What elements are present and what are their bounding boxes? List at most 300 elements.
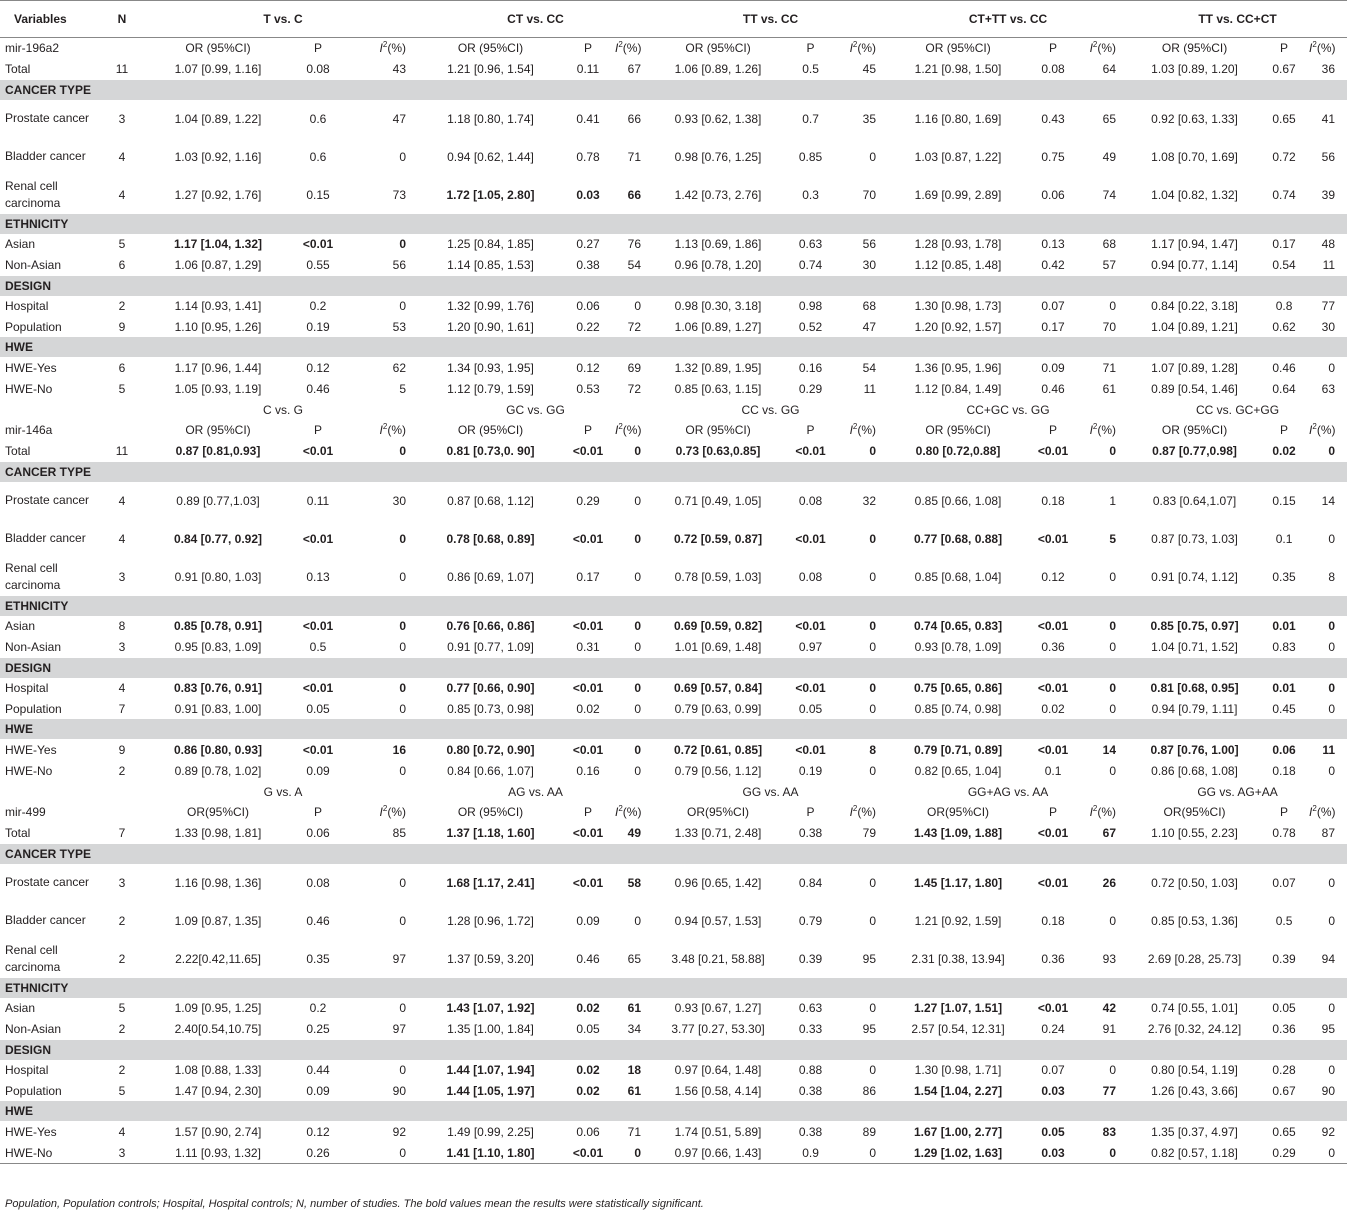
- odds-ratio-cell: 0.85 [0.75, 0.97]: [1150, 619, 1239, 634]
- i2-unit: (%): [1097, 805, 1117, 820]
- table-row: [0, 1142, 1347, 1163]
- odds-ratio-cell: 0.77 [0.66, 0.90]: [446, 681, 535, 696]
- p-value-cell: 0.06: [576, 299, 600, 313]
- subgroup-header-row: [0, 596, 1347, 616]
- odds-ratio-cell: 1.04 [0.89, 1.22]: [174, 111, 262, 126]
- or-column-header: OR (95%CI): [185, 423, 251, 438]
- i2-cell: 74: [1102, 187, 1117, 202]
- table-row: [0, 760, 1347, 781]
- odds-ratio-cell: 1.11 [0.93, 1.32]: [148, 1142, 288, 1163]
- odds-ratio-cell: 1.04 [0.71, 1.52]: [1151, 640, 1238, 655]
- p-value-cell: 0.78: [576, 149, 600, 164]
- p-value-cell: 0.54: [1272, 258, 1296, 273]
- odds-ratio-cell: 0.93 [0.67, 1.27]: [674, 1001, 762, 1016]
- p-value-cell: 0.08: [306, 62, 330, 77]
- i2-symbol: I: [1309, 805, 1313, 820]
- odds-ratio-cell: 1.21 [0.92, 1.59]: [914, 913, 1002, 928]
- odds-ratio-cell: 1.27 [0.92, 1.76]: [174, 187, 262, 202]
- i2-cell: 72: [627, 381, 642, 396]
- p-column-header: P: [1049, 41, 1058, 56]
- p-value-cell: 0.36: [1041, 640, 1065, 655]
- p-value-cell: 0.2: [309, 1001, 327, 1016]
- table-row: [0, 138, 1347, 176]
- i2-cell: 11: [1322, 742, 1336, 757]
- p-value-cell: 0.63: [798, 237, 823, 252]
- i2-column-header: [1307, 802, 1347, 823]
- p-column-header: P: [583, 423, 592, 438]
- i2-column-header: [838, 38, 888, 59]
- p-value-cell: 0.38: [798, 826, 823, 841]
- p-value-cell: 0.35: [306, 951, 330, 966]
- row-label: HWE-No: [0, 1142, 96, 1163]
- odds-ratio-cell: 0.97 [0.66, 1.43]: [653, 1142, 783, 1163]
- i2-cell: 71: [1102, 360, 1117, 375]
- i2-superscript: 2: [382, 422, 388, 432]
- empty-cell: [96, 38, 148, 59]
- odds-ratio-cell: 0.79 [0.56, 1.12]: [674, 763, 762, 778]
- or-column-header: OR (95%CI): [925, 423, 991, 438]
- p-value-cell: 0.42: [1041, 258, 1065, 273]
- odds-ratio-cell: 0.81 [0.73,0. 90]: [446, 444, 535, 459]
- p-value-cell: 0.1: [1044, 763, 1062, 778]
- odds-ratio-cell: 0.87 [0.76, 1.00]: [1150, 742, 1239, 757]
- p-value-cell: 0.7: [802, 111, 819, 126]
- i2-cell: 0: [869, 913, 877, 928]
- odds-ratio-cell: 0.93 [0.78, 1.09]: [914, 640, 1002, 655]
- p-value-cell: 0.33: [798, 1022, 823, 1037]
- odds-ratio-cell: 0.82 [0.65, 1.04]: [914, 763, 1002, 778]
- study-count: 4: [118, 493, 126, 508]
- i2-cell: 8: [1328, 569, 1336, 584]
- i2-cell: 0: [1109, 1063, 1117, 1078]
- p-value-cell: <0.01: [1037, 619, 1069, 634]
- p-value-cell: 0.29: [1261, 1142, 1307, 1163]
- odds-ratio-cell: 0.76 [0.66, 0.86]: [446, 619, 535, 634]
- p-column-header: P: [313, 41, 322, 56]
- p-value-cell: 0.16: [576, 763, 600, 778]
- p-value-cell: 0.5: [1275, 913, 1293, 928]
- p-value-cell: 0.17: [1272, 237, 1296, 252]
- i2-column-header: [1307, 420, 1347, 441]
- odds-ratio-cell: 2.40[0.54,10.75]: [174, 1022, 262, 1037]
- p-value-cell: 0.35: [1272, 569, 1296, 584]
- p-value-cell: 0.6: [309, 149, 327, 164]
- i2-cell: 69: [627, 360, 642, 375]
- odds-ratio-cell: 0.72 [0.59, 0.87]: [674, 531, 763, 546]
- p-value-cell: 0.12: [306, 360, 330, 375]
- odds-ratio-cell: 1.07 [0.89, 1.28]: [1151, 360, 1238, 375]
- row-label: Bladder cancer: [5, 149, 86, 164]
- odds-ratio-cell: 1.72 [1.05, 2.80]: [446, 187, 535, 202]
- i2-cell: 1: [1109, 493, 1117, 508]
- odds-ratio-cell: 1.33 [0.98, 1.81]: [174, 826, 262, 841]
- i2-cell: 0: [399, 640, 406, 655]
- i2-cell: 0: [1109, 701, 1117, 716]
- i2-cell: 0: [1328, 913, 1336, 928]
- row-label: Total: [5, 826, 31, 841]
- p-value-cell: <0.01: [302, 444, 334, 459]
- p-value-cell: 0.52: [798, 319, 823, 334]
- odds-ratio-cell: 1.43 [1.07, 1.92]: [446, 1001, 535, 1016]
- odds-ratio-cell: 0.86 [0.69, 1.07]: [447, 569, 534, 584]
- row-label: HWE-Yes: [5, 360, 57, 375]
- odds-ratio-cell: 0.93 [0.62, 1.38]: [674, 111, 762, 126]
- subgroup-label: DESIGN: [0, 276, 1347, 296]
- odds-ratio-cell: 0.87 [0.77,0.98]: [1152, 444, 1237, 459]
- odds-ratio-cell: 1.20 [0.90, 1.61]: [447, 319, 534, 334]
- odds-ratio-cell: 1.69 [0.99, 2.89]: [914, 187, 1002, 202]
- table-row: [0, 864, 1347, 902]
- odds-ratio-cell: 0.87 [0.73, 1.03]: [1151, 531, 1238, 546]
- or-column-header: OR (95%CI): [685, 423, 751, 438]
- odds-ratio-cell: 1.08 [0.88, 1.33]: [174, 1063, 262, 1078]
- p-value-cell: 0.28: [1272, 1063, 1296, 1078]
- i2-cell: 77: [1321, 299, 1336, 313]
- p-value-cell: 0.72: [1272, 149, 1296, 164]
- p-value-cell: 0.53: [576, 381, 600, 396]
- odds-ratio-cell: 0.96 [0.65, 1.42]: [674, 875, 762, 890]
- study-count: 5: [118, 1083, 126, 1098]
- odds-ratio-cell: 1.47 [0.94, 2.30]: [174, 1083, 262, 1098]
- p-value-cell: <0.01: [302, 619, 334, 634]
- odds-ratio-cell: 0.71 [0.49, 1.05]: [674, 493, 762, 508]
- odds-ratio-cell: 1.16 [0.98, 1.36]: [174, 875, 262, 890]
- subgroup-header-row: [0, 719, 1347, 739]
- p-value-cell: 0.83: [1272, 640, 1296, 655]
- odds-ratio-cell: 0.72 [0.50, 1.03]: [1151, 875, 1238, 890]
- odds-ratio-cell: 0.81 [0.68, 0.95]: [1150, 681, 1239, 696]
- study-count: 11: [115, 62, 129, 77]
- i2-unit: (%): [1316, 41, 1336, 56]
- comparison-subheader: CC+GC vs. GG: [966, 402, 1050, 417]
- i2-cell: 0: [399, 681, 406, 696]
- i2-cell: 0: [869, 619, 877, 634]
- i2-unit: (%): [857, 805, 877, 820]
- p-value-cell: 0.12: [576, 360, 600, 375]
- row-label: Population: [5, 319, 62, 334]
- odds-ratio-cell: 0.89 [0.77,1.03]: [176, 493, 260, 508]
- row-label: Population: [5, 701, 62, 716]
- row-label: HWE-Yes: [5, 742, 57, 757]
- odds-ratio-cell: 1.30 [0.98, 1.73]: [914, 299, 1002, 313]
- odds-ratio-cell: 0.85 [0.53, 1.36]: [1151, 913, 1238, 928]
- p-value-cell: 0.27: [576, 237, 600, 252]
- p-value-cell: 0.08: [798, 493, 823, 508]
- i2-cell: 95: [862, 1022, 877, 1037]
- i2-cell: 57: [1102, 258, 1117, 273]
- i2-cell: 0: [399, 875, 406, 890]
- i2-cell: 97: [392, 951, 406, 966]
- i2-cell: 11: [1322, 258, 1336, 273]
- i2-cell: 0: [1109, 913, 1117, 928]
- p-value-cell: <0.01: [1037, 681, 1069, 696]
- i2-cell: 0: [399, 444, 406, 459]
- odds-ratio-cell: 0.69 [0.57, 0.84]: [674, 681, 763, 696]
- i2-cell: 0: [869, 444, 877, 459]
- p-value-cell: 0.3: [802, 187, 819, 202]
- odds-ratio-cell: 1.14 [0.85, 1.53]: [447, 258, 534, 273]
- i2-cell: 0: [869, 875, 877, 890]
- p-value-cell: 0.07: [1272, 875, 1296, 890]
- i2-cell: 14: [1102, 742, 1117, 757]
- odds-ratio-cell: 0.91 [0.74, 1.12]: [1151, 569, 1238, 584]
- p-value-cell: 0.12: [306, 1124, 330, 1139]
- i2-cell: 79: [862, 826, 877, 841]
- row-label: HWE-Yes: [5, 1124, 57, 1139]
- p-value-cell: <0.01: [795, 742, 826, 757]
- i2-unit: (%): [1097, 423, 1117, 438]
- odds-ratio-cell: 1.12 [0.84, 1.49]: [914, 381, 1002, 396]
- i2-column-header: [613, 420, 653, 441]
- i2-cell: 90: [392, 1083, 406, 1098]
- p-value-cell: 0.8: [1275, 299, 1293, 313]
- p-value-cell: 0.03: [576, 187, 600, 202]
- study-count: 9: [118, 742, 126, 757]
- comparison-header: T vs. C: [148, 1, 418, 38]
- odds-ratio-cell: 0.92 [0.63, 1.33]: [1151, 111, 1238, 126]
- i2-cell: 0: [634, 763, 642, 778]
- i2-cell: 71: [627, 1124, 642, 1139]
- i2-unit: (%): [1316, 423, 1336, 438]
- p-value-cell: <0.01: [572, 444, 604, 459]
- odds-ratio-cell: 1.37 [1.18, 1.60]: [446, 826, 535, 841]
- table-row: [0, 520, 1347, 558]
- row-label: Hospital: [5, 1063, 49, 1078]
- i2-symbol: I: [1309, 423, 1313, 438]
- odds-ratio-cell: 1.10 [0.95, 1.26]: [174, 319, 262, 334]
- table-row: [0, 59, 1347, 80]
- row-label: HWE-No: [5, 763, 53, 778]
- i2-cell: 0: [869, 1063, 877, 1078]
- i2-cell: 5: [399, 381, 406, 396]
- odds-ratio-cell: 0.75 [0.65, 0.86]: [914, 681, 1003, 696]
- p-value-cell: 0.46: [576, 951, 600, 966]
- study-count: 5: [118, 1001, 126, 1016]
- odds-ratio-cell: 0.79 [0.71, 0.89]: [914, 742, 1003, 757]
- p-column-header: P: [806, 41, 815, 56]
- p-value-cell: 0.17: [1041, 319, 1065, 334]
- i2-column-header: [348, 38, 418, 59]
- p-value-cell: 0.05: [1272, 1001, 1296, 1016]
- odds-ratio-cell: 0.84 [0.66, 1.07]: [447, 763, 534, 778]
- i2-cell: 0: [1328, 619, 1336, 634]
- table-row: [0, 739, 1347, 760]
- i2-cell: 47: [862, 319, 877, 334]
- i2-cell: 0: [399, 1001, 406, 1016]
- i2-unit: (%): [622, 423, 642, 438]
- p-value-cell: 0.02: [576, 1083, 600, 1098]
- table-row: [0, 940, 1347, 978]
- i2-symbol: I: [615, 805, 619, 820]
- i2-cell: 0: [1328, 1001, 1336, 1016]
- p-value-cell: 0.18: [1041, 493, 1065, 508]
- i2-cell: 0: [634, 913, 642, 928]
- p-value-cell: 0.88: [798, 1063, 823, 1078]
- i2-cell: 0: [1109, 763, 1117, 778]
- i2-cell: 0: [634, 569, 642, 584]
- odds-ratio-cell: 1.45 [1.17, 1.80]: [914, 875, 1003, 890]
- i2-superscript: 2: [1312, 422, 1317, 432]
- p-value-cell: 0.79: [798, 913, 823, 928]
- i2-column-header: [348, 420, 418, 441]
- i2-cell: 0: [634, 531, 642, 546]
- odds-ratio-cell: 0.80 [0.72,0.88]: [915, 444, 1001, 459]
- i2-cell: 36: [1321, 62, 1336, 77]
- i2-unit: (%): [622, 805, 642, 820]
- row-label: Population: [5, 1083, 62, 1098]
- empty-cell: [96, 420, 148, 441]
- odds-ratio-cell: 1.44 [1.07, 1.94]: [446, 1063, 535, 1078]
- odds-ratio-cell: 0.94 [0.79, 1.11]: [1151, 701, 1238, 716]
- i2-superscript: 2: [1092, 40, 1098, 50]
- odds-ratio-cell: 3.48 [0.21, 58.88]: [671, 951, 765, 966]
- subgroup-label: HWE: [0, 1101, 1347, 1121]
- odds-ratio-cell: 1.16 [0.80, 1.69]: [914, 111, 1002, 126]
- table-row: [0, 558, 1347, 596]
- p-column-header: P: [1280, 805, 1289, 820]
- i2-symbol: I: [1089, 423, 1093, 438]
- p-column-header: P: [583, 805, 592, 820]
- i2-cell: 65: [627, 951, 642, 966]
- i2-cell: 67: [627, 62, 642, 77]
- subgroup-header-row: [0, 337, 1347, 357]
- p-value-cell: 0.18: [1272, 763, 1296, 778]
- i2-unit: (%): [387, 805, 406, 820]
- p-value-cell: 0.74: [798, 258, 823, 273]
- subgroup-label: HWE: [0, 719, 1347, 739]
- p-value-cell: <0.01: [795, 619, 826, 634]
- i2-cell: 0: [399, 763, 406, 778]
- i2-cell: 0: [869, 531, 877, 546]
- i2-cell: 0: [1109, 640, 1117, 655]
- i2-cell: 0: [399, 299, 406, 313]
- empty-cell: [0, 781, 96, 802]
- p-value-cell: 0.38: [798, 1124, 823, 1139]
- odds-ratio-cell: 1.06 [0.87, 1.29]: [174, 258, 262, 273]
- odds-ratio-cell: 1.13 [0.69, 1.86]: [674, 237, 762, 252]
- table-header-row: [0, 1, 1347, 38]
- p-column-header: P: [806, 805, 815, 820]
- p-value-cell: 0.39: [1272, 951, 1296, 966]
- p-value-cell: <0.01: [1037, 826, 1069, 841]
- p-value-cell: 0.46: [1041, 381, 1065, 396]
- p-value-cell: 0.16: [798, 360, 823, 375]
- i2-symbol: I: [849, 805, 853, 820]
- odds-ratio-cell: 1.33 [0.71, 2.48]: [674, 826, 762, 841]
- i2-cell: 90: [1321, 1083, 1336, 1098]
- p-value-cell: 0.22: [576, 319, 600, 334]
- study-count: 5: [118, 381, 126, 396]
- p-value-cell: 0.02: [576, 701, 600, 716]
- i2-cell: 47: [392, 111, 406, 126]
- comparison-subheader: AG vs. AA: [508, 784, 563, 799]
- i2-cell: 0: [1109, 569, 1117, 584]
- odds-ratio-cell: 0.95 [0.83, 1.09]: [174, 640, 262, 655]
- p-value-cell: 0.09: [306, 763, 330, 778]
- subgroup-label: HWE: [0, 337, 1347, 357]
- i2-cell: 95: [1321, 1022, 1336, 1037]
- odds-ratio-cell: 1.35 [0.37, 4.97]: [1151, 1124, 1238, 1139]
- p-value-cell: 0.75: [1041, 149, 1065, 164]
- study-count: 2: [118, 299, 126, 313]
- p-value-cell: 0.13: [306, 569, 330, 584]
- odds-ratio-cell: 1.37 [0.59, 3.20]: [447, 951, 534, 966]
- odds-ratio-cell: 0.86 [0.80, 0.93]: [173, 742, 263, 757]
- odds-ratio-cell: 1.34 [0.93, 1.95]: [447, 360, 534, 375]
- or-column-header: OR (95%CI): [457, 41, 524, 56]
- odds-ratio-cell: 0.82 [0.57, 1.18]: [1128, 1142, 1261, 1163]
- p-column-header: P: [1280, 423, 1289, 438]
- odds-ratio-cell: 1.06 [0.89, 1.26]: [674, 62, 762, 77]
- i2-superscript: 2: [1312, 804, 1317, 814]
- study-count: 5: [118, 237, 126, 252]
- p-value-cell: 0.9: [783, 1142, 838, 1163]
- p-value-cell: 0.46: [306, 913, 330, 928]
- table-footnote: Population, Population controls; Hospital, Hospital controls; N, number of studies. The bold values mean the results were statistically significant.: [5, 1198, 704, 1210]
- or-column-header: OR (95%CI): [1161, 423, 1228, 438]
- odds-ratio-cell: 1.26 [0.43, 3.66]: [1151, 1083, 1238, 1098]
- p-value-cell: 0.65: [1272, 1124, 1296, 1139]
- odds-ratio-cell: 1.21 [0.98, 1.50]: [914, 62, 1002, 77]
- table-row: [0, 316, 1347, 337]
- i2-symbol: I: [615, 423, 619, 438]
- odds-ratio-cell: 1.57 [0.90, 2.74]: [174, 1124, 262, 1139]
- or-column-header: OR (95%CI): [685, 41, 751, 56]
- i2-cell: 87: [1321, 826, 1336, 841]
- study-count: 4: [118, 1124, 126, 1139]
- study-count: 3: [118, 111, 126, 126]
- or-column-header: OR(95%CI): [927, 805, 990, 820]
- p-value-cell: <0.01: [1037, 875, 1069, 890]
- p-value-cell: 0.11: [306, 493, 330, 508]
- subgroup-header-row: [0, 1040, 1347, 1060]
- odds-ratio-cell: 1.32 [0.89, 1.95]: [674, 360, 762, 375]
- i2-cell: 68: [1102, 237, 1117, 252]
- n-header: N: [96, 1, 148, 38]
- subgroup-header-row: [0, 214, 1347, 234]
- p-value-cell: 0.03: [1028, 1142, 1078, 1163]
- odds-ratio-cell: 1.03 [0.92, 1.16]: [174, 149, 262, 164]
- i2-column-header: [1078, 420, 1128, 441]
- gene-header-row: [0, 420, 1347, 441]
- p-value-cell: <0.01: [572, 531, 604, 546]
- i2-cell: 76: [627, 237, 642, 252]
- i2-column-header: [1078, 802, 1128, 823]
- table-row: [0, 482, 1347, 520]
- i2-cell: 61: [627, 1083, 642, 1098]
- odds-ratio-cell: 1.09 [0.87, 1.35]: [174, 913, 262, 928]
- odds-ratio-cell: 0.98 [0.30, 3.18]: [674, 299, 762, 313]
- i2-cell: 0: [1328, 640, 1336, 655]
- i2-cell: 0: [869, 149, 877, 164]
- study-count: 2: [118, 913, 126, 928]
- odds-ratio-cell: 2.57 [0.54, 12.31]: [911, 1022, 1005, 1037]
- i2-cell: 54: [862, 360, 877, 375]
- i2-column-header: [838, 420, 888, 441]
- odds-ratio-cell: 1.12 [0.85, 1.48]: [914, 258, 1002, 273]
- odds-ratio-cell: 2.76 [0.32, 24.12]: [1147, 1022, 1242, 1037]
- i2-superscript: 2: [852, 422, 858, 432]
- table-row: [0, 1121, 1347, 1142]
- p-value-cell: 0.55: [306, 258, 330, 273]
- p-value-cell: 0.07: [1041, 299, 1065, 313]
- odds-ratio-cell: 1.49 [0.99, 2.25]: [447, 1124, 534, 1139]
- or-column-header: OR(95%CI): [687, 805, 750, 820]
- odds-ratio-cell: 0.74 [0.55, 1.01]: [1151, 1001, 1238, 1016]
- empty-cell: [96, 802, 148, 823]
- p-value-cell: 0.03: [1041, 1083, 1065, 1098]
- p-value-cell: 0.46: [1272, 360, 1296, 375]
